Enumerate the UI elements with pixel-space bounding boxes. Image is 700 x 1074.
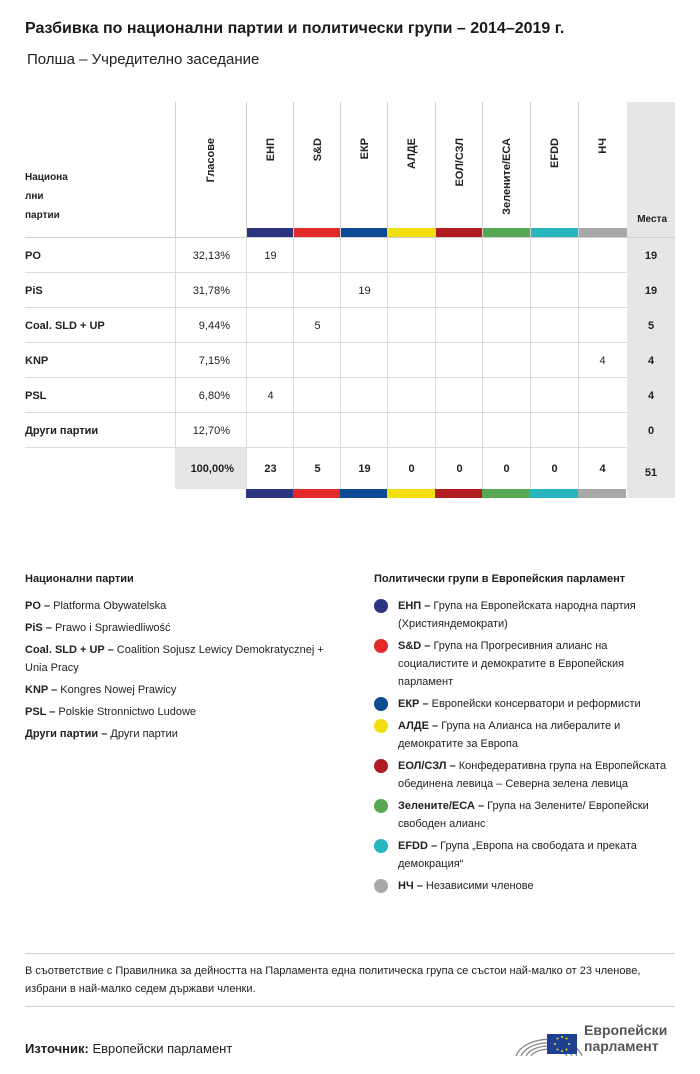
header-party-line: лни — [25, 191, 44, 202]
group-seat-cell — [482, 413, 530, 448]
total-group-colorbar — [578, 489, 626, 498]
header-group-colorbar — [436, 228, 483, 237]
header-group-label — [294, 138, 341, 161]
page-subtitle: Полша – Учредително заседание — [27, 51, 260, 68]
group-seat-cell — [578, 378, 626, 413]
group-seat-cell — [530, 308, 578, 343]
group-legend-name: Конфедеративна група на Европейската обединена левица – Северна зелена левица — [398, 760, 667, 790]
header-party-label — [25, 168, 68, 225]
group-seat-cell — [293, 378, 341, 413]
party-legend-abbr: PSL – — [25, 706, 56, 718]
group-seat-cell — [578, 273, 626, 308]
total-group-colorbar — [435, 489, 483, 498]
party-legend-item — [25, 725, 345, 743]
header-group-label — [579, 138, 627, 154]
group-legend-abbr: ЕНП – — [398, 600, 431, 612]
group-seat-cell — [482, 343, 530, 378]
header-group-text: Зелените/ЕСА — [500, 138, 513, 215]
total-group-colorbar — [387, 489, 435, 498]
header-group-3 — [387, 102, 435, 238]
header-group-label — [341, 138, 388, 159]
group-legend-item — [374, 797, 679, 833]
party-legend-item — [25, 597, 345, 615]
total-group-colorbar — [530, 489, 578, 498]
party-legend-name: Други партии — [107, 728, 178, 740]
group-color-dot-icon — [374, 719, 388, 733]
header-group-5 — [482, 102, 530, 238]
group-seat-cell — [578, 308, 626, 343]
header-group-colorbar — [579, 228, 627, 237]
group-seat-cell — [246, 308, 294, 343]
header-group-1 — [293, 102, 341, 238]
group-legend-name: Европейски консерватори и реформисти — [428, 698, 641, 710]
party-legend-name: Kongres Nowej Prawicy — [57, 684, 177, 696]
group-legend-item — [374, 695, 679, 713]
header-group-label — [436, 138, 483, 187]
group-seat-cell — [387, 238, 435, 273]
group-seat-cell — [435, 308, 483, 343]
group-seat-cell — [482, 273, 530, 308]
group-color-dot-icon — [374, 879, 388, 893]
votes-cell: 6,80% — [175, 378, 246, 413]
header-group-colorbar — [294, 228, 341, 237]
group-seat-cell — [530, 238, 578, 273]
party-legend-abbr: Други партии – — [25, 728, 108, 740]
group-seat-cell — [246, 413, 294, 448]
group-seat-cell — [246, 273, 294, 308]
header-group-7 — [578, 102, 627, 238]
group-color-dot-icon — [374, 759, 388, 773]
header-group-colorbar — [531, 228, 578, 237]
parties-legend — [25, 597, 345, 747]
header-group-6 — [530, 102, 578, 238]
groups-legend-title: Политически групи в Европейския парламент — [374, 573, 626, 585]
header-votes-cell — [175, 102, 246, 238]
group-legend-abbr: EFDD – — [398, 840, 438, 852]
group-seat-cell — [435, 413, 483, 448]
divider — [25, 1006, 675, 1007]
seats-cell: 0 — [627, 413, 675, 448]
header-group-colorbar — [388, 228, 435, 237]
header-group-text: EFDD — [548, 138, 561, 168]
table-row — [25, 238, 675, 273]
party-legend-name: Prawo i Sprawiedliwość — [51, 622, 171, 634]
seats-cell: 19 — [627, 273, 675, 308]
group-color-dot-icon — [374, 799, 388, 813]
group-legend-name: Група „Европа на свободата и преката демокрация“ — [398, 840, 637, 870]
seats-cell: 4 — [627, 343, 675, 378]
group-seat-cell — [387, 378, 435, 413]
group-color-dot-icon — [374, 639, 388, 653]
header-party-cell — [25, 102, 175, 238]
group-seat-cell: 19 — [246, 238, 294, 273]
header-group-text: ЕНП — [264, 138, 277, 162]
header-group-label — [531, 138, 578, 168]
seats-cell: 4 — [627, 378, 675, 413]
group-seat-cell — [387, 273, 435, 308]
header-party-line: Национа — [25, 172, 68, 183]
header-votes-text: Гласове — [205, 138, 217, 183]
group-seat-cell — [340, 308, 388, 343]
rules-note: В съответствие с Правилника за дейността на Парламента една политическа група се състои най-малко от 23 членове, избрани в най-малко седем държави членки. — [25, 965, 641, 995]
total-group-cell: 0 — [387, 448, 435, 489]
party-legend-item — [25, 703, 345, 721]
logo-text: Европейски парламент — [584, 1022, 668, 1054]
group-legend-name: Група на Прогресивния алианс на социалистите и демократите в Европейския парламент — [398, 640, 625, 688]
votes-cell: 32,13% — [175, 238, 246, 273]
group-seat-cell — [530, 378, 578, 413]
total-group-cell: 0 — [482, 448, 530, 489]
seats-cell: 19 — [627, 238, 675, 273]
party-name-cell: PiS — [25, 284, 43, 297]
total-group-cell: 19 — [340, 448, 388, 489]
group-color-dot-icon — [374, 599, 388, 613]
group-legend-name: Независими членове — [422, 880, 534, 892]
group-seat-cell — [578, 413, 626, 448]
group-seat-cell — [530, 413, 578, 448]
party-legend-item — [25, 619, 345, 637]
total-group-colorbar — [246, 489, 294, 498]
header-group-text: ЕКР — [358, 138, 371, 160]
votes-cell: 31,78% — [175, 273, 246, 308]
source-line — [25, 1041, 232, 1056]
group-seat-cell — [530, 343, 578, 378]
table-row — [25, 308, 675, 343]
party-legend-item — [25, 641, 345, 677]
group-seat-cell — [435, 238, 483, 273]
page-title: Разбивка по национални партии и политически групи – 2014–2019 г. — [25, 20, 565, 37]
group-legend-abbr: ЕОЛ/СЗЛ – — [398, 760, 456, 772]
header-group-4 — [435, 102, 483, 238]
group-seat-cell: 4 — [246, 378, 294, 413]
header-group-label — [483, 138, 530, 215]
total-seats-cell: 51 — [627, 448, 675, 498]
header-party-line: партии — [25, 210, 60, 221]
group-seat-cell — [578, 238, 626, 273]
party-legend-abbr: PO – — [25, 600, 51, 612]
party-legend-abbr: Coal. SLD + UP – — [25, 644, 114, 656]
source-value: Европейски парламент — [88, 1041, 233, 1056]
party-legend-abbr: KNP – — [25, 684, 58, 696]
group-legend-abbr: ЕКР – — [398, 698, 429, 710]
group-seat-cell — [293, 238, 341, 273]
total-group-colorbar — [340, 489, 388, 498]
group-seat-cell — [387, 308, 435, 343]
group-seat-cell — [482, 378, 530, 413]
header-group-text: ЕОЛ/СЗЛ — [453, 138, 466, 187]
group-seat-cell — [340, 413, 388, 448]
group-seat-cell — [293, 343, 341, 378]
header-group-colorbar — [483, 228, 530, 237]
table-row — [25, 413, 675, 448]
total-group-cell: 4 — [578, 448, 626, 489]
total-group-colorbar — [293, 489, 341, 498]
party-name-cell: PO — [25, 249, 41, 262]
group-seat-cell: 5 — [293, 308, 341, 343]
votes-cell: 7,15% — [175, 343, 246, 378]
header-group-colorbar — [247, 228, 294, 237]
party-legend-abbr: PiS – — [25, 622, 52, 634]
header-group-text: S&D — [311, 138, 324, 162]
total-votes-cell: 100,00% — [175, 448, 246, 489]
header-group-text: НЧ — [597, 138, 609, 154]
group-seat-cell — [530, 273, 578, 308]
header-group-0 — [246, 102, 294, 238]
group-seat-cell — [293, 273, 341, 308]
header-group-colorbar — [341, 228, 388, 237]
group-legend-item — [374, 597, 679, 633]
groups-legend — [374, 597, 679, 899]
group-seat-cell — [387, 413, 435, 448]
group-seat-cell — [435, 378, 483, 413]
party-name-cell: KNP — [25, 354, 49, 367]
party-legend-name: Polskie Stronnictwo Ludowe — [55, 706, 197, 718]
group-legend-name: Група на Зелените/ Европейски свободен алианс — [398, 800, 649, 830]
total-group-cell: 5 — [293, 448, 341, 489]
parties-legend-title: Национални партии — [25, 573, 134, 585]
group-legend-abbr: НЧ – — [398, 880, 423, 892]
header-group-label — [388, 138, 435, 169]
group-color-dot-icon — [374, 697, 388, 711]
group-seat-cell — [340, 378, 388, 413]
group-legend-item — [374, 837, 679, 873]
source-label: Източник: — [25, 1041, 89, 1056]
group-seat-cell: 4 — [578, 343, 626, 378]
group-legend-item — [374, 757, 679, 793]
party-name-cell: Други партии — [25, 424, 99, 437]
header-votes-label — [176, 138, 246, 182]
header-group-label — [247, 138, 294, 161]
party-name-cell: Coal. SLD + UP — [25, 319, 105, 332]
table-row — [25, 343, 675, 378]
header-seats-cell — [627, 102, 675, 238]
group-legend-name: Група на Алианса на либералите и демократите за Европа — [398, 720, 621, 750]
table-row — [25, 273, 675, 308]
header-group-2 — [340, 102, 388, 238]
group-seat-cell — [340, 238, 388, 273]
votes-cell: 9,44% — [175, 308, 246, 343]
group-legend-item — [374, 637, 679, 691]
group-color-dot-icon — [374, 839, 388, 853]
party-legend-name: Coalition Sojusz Lewicy Demokratycznej + Unia Pracy — [25, 644, 324, 674]
group-legend-name: Група на Европейската народна партия (Християндемократи) — [398, 600, 636, 630]
total-group-colorbar — [482, 489, 530, 498]
group-seat-cell — [387, 343, 435, 378]
group-seat-cell — [435, 273, 483, 308]
total-group-cell: 0 — [435, 448, 483, 489]
group-seat-cell — [293, 413, 341, 448]
group-seat-cell — [435, 343, 483, 378]
group-legend-abbr: Зелените/ЕСА – — [398, 800, 485, 812]
group-legend-item — [374, 717, 679, 753]
group-seat-cell: 19 — [340, 273, 388, 308]
party-legend-item — [25, 681, 345, 699]
total-row — [25, 448, 675, 498]
group-seat-cell — [246, 343, 294, 378]
group-seat-cell — [340, 343, 388, 378]
party-name-cell: PSL — [25, 389, 47, 402]
group-seat-cell — [482, 238, 530, 273]
group-seat-cell — [482, 308, 530, 343]
total-group-cell: 0 — [530, 448, 578, 489]
votes-cell: 12,70% — [175, 413, 246, 448]
header-seats-label: Места — [637, 214, 667, 225]
table-row — [25, 378, 675, 413]
total-group-cell: 23 — [246, 448, 294, 489]
group-legend-abbr: АЛДЕ – — [398, 720, 439, 732]
header-group-text: АЛДЕ — [405, 138, 418, 169]
group-legend-abbr: S&D – — [398, 640, 431, 652]
party-legend-name: Platforma Obywatelska — [50, 600, 167, 612]
group-legend-item — [374, 877, 679, 895]
seats-cell: 5 — [627, 308, 675, 343]
divider — [25, 953, 675, 954]
